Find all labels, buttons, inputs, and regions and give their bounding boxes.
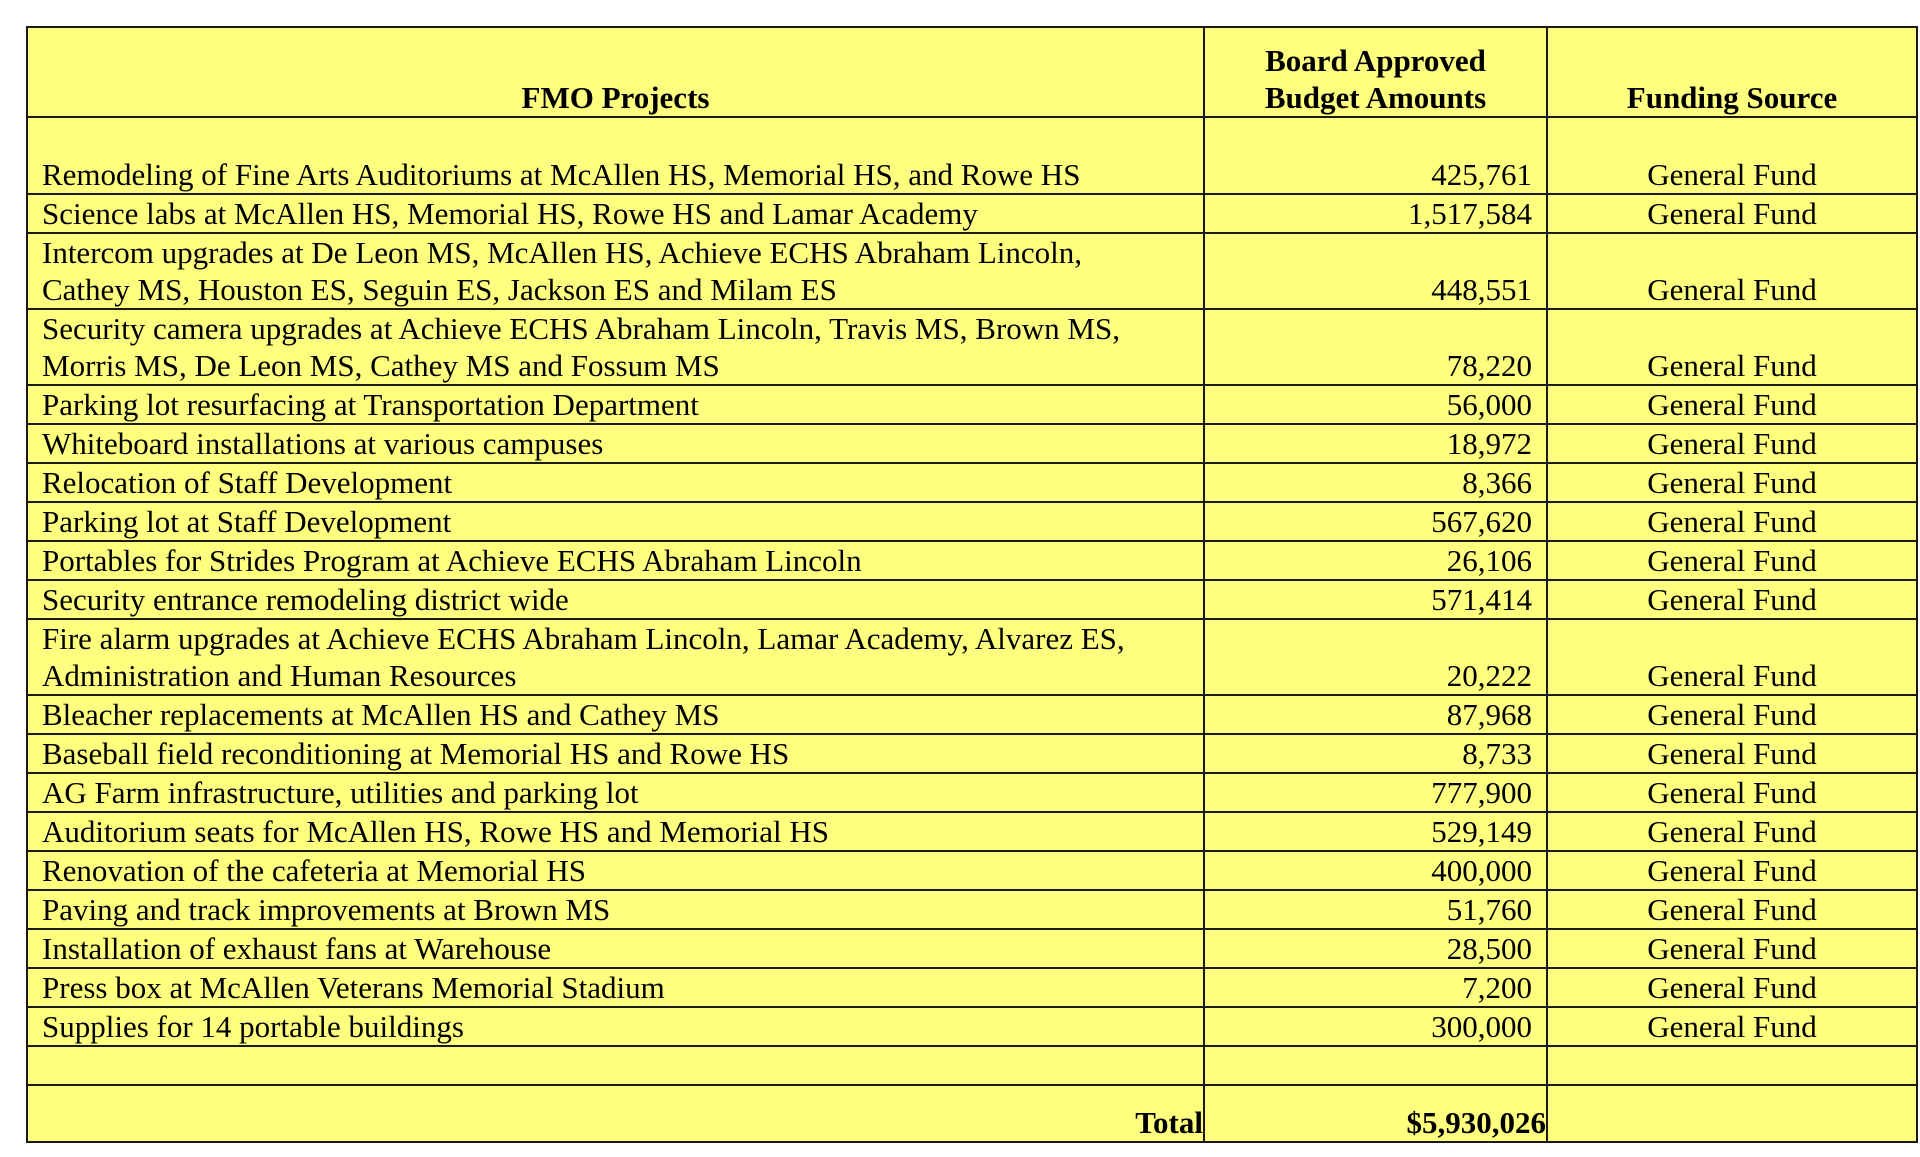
project-name-line: Auditorium seats for McAllen HS, Rowe HS and Memorial HS: [42, 814, 829, 849]
project-name-cell: [27, 194, 1204, 233]
project-name-line: Baseball field reconditioning at Memorial HS and Rowe HS: [42, 736, 790, 771]
funding-source-cell: General Fund: [1547, 851, 1917, 890]
funding-source-cell: General Fund: [1547, 929, 1917, 968]
project-name-cell: [27, 734, 1204, 773]
blank-cell: [27, 1046, 1204, 1085]
table-body: [27, 117, 1917, 1142]
budget-amount-cell: 20,222: [1204, 619, 1547, 695]
table-row: [27, 309, 1917, 385]
funding-source-cell: General Fund: [1547, 619, 1917, 695]
table-row: [27, 580, 1917, 619]
project-name-line: Installation of exhaust fans at Warehouse: [42, 931, 552, 966]
funding-source-cell: General Fund: [1547, 773, 1917, 812]
total-funding-cell: [1547, 1085, 1917, 1142]
project-name-cell: [27, 424, 1204, 463]
funding-source-cell: General Fund: [1547, 194, 1917, 233]
project-name-line: Science labs at McAllen HS, Memorial HS, Rowe HS and Lamar Academy: [42, 196, 978, 231]
project-name-cell: [27, 1007, 1204, 1046]
project-name-line: Intercom upgrades at De Leon MS, McAllen HS, Achieve ECHS Abraham Lincoln,: [42, 235, 1082, 270]
table-row: [27, 929, 1917, 968]
project-name-cell: [27, 773, 1204, 812]
header-projects: FMO Projects: [27, 27, 1204, 117]
project-name-line: Security entrance remodeling district wide: [42, 582, 569, 617]
funding-source-cell: General Fund: [1547, 1007, 1917, 1046]
budget-amount-cell: 78,220: [1204, 309, 1547, 385]
project-name-cell: [27, 619, 1204, 695]
table-row: [27, 1007, 1917, 1046]
funding-source-cell: General Fund: [1547, 695, 1917, 734]
project-name-line: Morris MS, De Leon MS, Cathey MS and Fossum MS: [42, 348, 720, 383]
project-name-line: Relocation of Staff Development: [42, 465, 453, 500]
project-name-cell: [27, 929, 1204, 968]
blank-cell: [1204, 1046, 1547, 1085]
project-name-cell: [27, 580, 1204, 619]
table-row: [27, 424, 1917, 463]
table-row: [27, 812, 1917, 851]
table-row: [27, 968, 1917, 1007]
budget-amount-cell: 567,620: [1204, 502, 1547, 541]
header-budget-line1: Board Approved: [1265, 43, 1486, 78]
funding-source-cell: General Fund: [1547, 117, 1917, 194]
table-row: [27, 117, 1917, 194]
fmo-projects-table: [26, 26, 1918, 1143]
table-row: [27, 502, 1917, 541]
funding-source-cell: General Fund: [1547, 968, 1917, 1007]
blank-cell: [1547, 1046, 1917, 1085]
table-row: [27, 890, 1917, 929]
total-amount: $5,930,026: [1204, 1085, 1547, 1142]
budget-amount-cell: 56,000: [1204, 385, 1547, 424]
funding-source-cell: General Fund: [1547, 580, 1917, 619]
project-name-cell: [27, 309, 1204, 385]
total-row: [27, 1085, 1917, 1142]
funding-source-cell: General Fund: [1547, 309, 1917, 385]
project-name-line: Parking lot at Staff Development: [42, 504, 452, 539]
project-name-cell: [27, 812, 1204, 851]
funding-source-cell: General Fund: [1547, 541, 1917, 580]
budget-amount-cell: 26,106: [1204, 541, 1547, 580]
funding-source-cell: General Fund: [1547, 463, 1917, 502]
header-budget: [1204, 27, 1547, 117]
project-name-cell: [27, 463, 1204, 502]
project-name-cell: [27, 233, 1204, 309]
budget-amount-cell: 529,149: [1204, 812, 1547, 851]
table-row: [27, 541, 1917, 580]
budget-amount-cell: 18,972: [1204, 424, 1547, 463]
project-name-cell: [27, 695, 1204, 734]
header-row: [27, 27, 1917, 117]
project-name-cell: [27, 541, 1204, 580]
budget-amount-cell: 777,900: [1204, 773, 1547, 812]
budget-amount-cell: 8,366: [1204, 463, 1547, 502]
budget-amount-cell: 28,500: [1204, 929, 1547, 968]
header-budget-line2: Budget Amounts: [1264, 80, 1487, 115]
project-name-line: AG Farm infrastructure, utilities and parking lot: [42, 775, 639, 810]
project-name-line: Press box at McAllen Veterans Memorial Stadium: [42, 970, 665, 1005]
funding-source-cell: General Fund: [1547, 233, 1917, 309]
project-name-line: Remodeling of Fine Arts Auditoriums at McAllen HS, Memorial HS, and Rowe HS: [42, 157, 1081, 192]
project-name-cell: [27, 502, 1204, 541]
project-name-cell: [27, 851, 1204, 890]
project-name-line: Parking lot resurfacing at Transportation Department: [42, 387, 699, 422]
funding-source-cell: General Fund: [1547, 385, 1917, 424]
project-name-line: Bleacher replacements at McAllen HS and Cathey MS: [42, 697, 720, 732]
table-row: [27, 194, 1917, 233]
project-name-line: Paving and track improvements at Brown MS: [42, 892, 611, 927]
funding-source-cell: General Fund: [1547, 734, 1917, 773]
budget-amount-cell: 400,000: [1204, 851, 1547, 890]
table-row: [27, 773, 1917, 812]
header-funding-source: Funding Source: [1547, 27, 1917, 117]
blank-row: [27, 1046, 1917, 1085]
project-name-cell: [27, 385, 1204, 424]
budget-amount-cell: 571,414: [1204, 580, 1547, 619]
table-row: [27, 851, 1917, 890]
project-name-line: Renovation of the cafeteria at Memorial HS: [42, 853, 587, 888]
funding-source-cell: General Fund: [1547, 812, 1917, 851]
project-name-line: Cathey MS, Houston ES, Seguin ES, Jackson ES and Milam ES: [42, 272, 837, 307]
project-name-line: Administration and Human Resources: [42, 658, 517, 693]
budget-amount-cell: 448,551: [1204, 233, 1547, 309]
funding-source-cell: General Fund: [1547, 424, 1917, 463]
table-row: [27, 734, 1917, 773]
budget-amount-cell: 51,760: [1204, 890, 1547, 929]
project-name-cell: [27, 890, 1204, 929]
project-name-cell: [27, 117, 1204, 194]
funding-source-cell: General Fund: [1547, 502, 1917, 541]
table-row: [27, 619, 1917, 695]
project-name-line: Fire alarm upgrades at Achieve ECHS Abraham Lincoln, Lamar Academy, Alvarez ES,: [42, 621, 1125, 656]
budget-amount-cell: 425,761: [1204, 117, 1547, 194]
project-name-cell: [27, 968, 1204, 1007]
budget-amount-cell: 87,968: [1204, 695, 1547, 734]
project-name-line: Portables for Strides Program at Achieve ECHS Abraham Lincoln: [42, 543, 862, 578]
budget-amount-cell: 8,733: [1204, 734, 1547, 773]
table-row: [27, 233, 1917, 309]
funding-source-cell: General Fund: [1547, 890, 1917, 929]
table-row: [27, 695, 1917, 734]
budget-amount-cell: 7,200: [1204, 968, 1547, 1007]
table-row: [27, 385, 1917, 424]
project-name-line: Whiteboard installations at various campuses: [42, 426, 604, 461]
budget-amount-cell: 1,517,584: [1204, 194, 1547, 233]
project-name-line: Security camera upgrades at Achieve ECHS Abraham Lincoln, Travis MS, Brown MS,: [42, 311, 1120, 346]
total-label: Total: [27, 1085, 1204, 1142]
project-name-line: Supplies for 14 portable buildings: [42, 1009, 464, 1044]
table-row: [27, 463, 1917, 502]
budget-amount-cell: 300,000: [1204, 1007, 1547, 1046]
